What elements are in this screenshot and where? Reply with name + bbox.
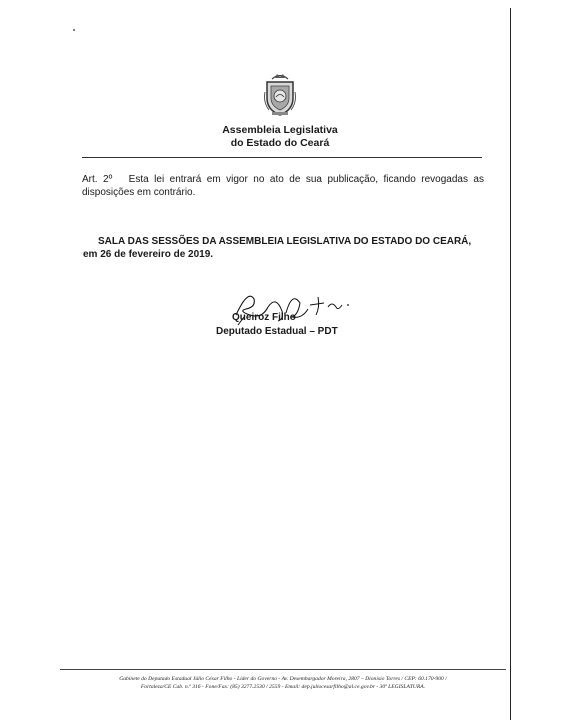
scan-speck [73,29,75,31]
assembly-name-line1: Assembleia Legislativa [222,124,338,136]
signer-role: Deputado Estadual – PDT [216,326,338,337]
assembly-name-line2: do Estado do Ceará [230,137,330,149]
signer-name: Queiroz Filho [232,312,296,323]
footer-line1: Gabinete do Deputado Estadual Júlio César Filho - Líder do Governo - Av. Desembargador Moreira, 2807 – Dionísio Torres / CEP: 60.170-900 / [119,676,447,682]
footer-address [60,675,506,691]
footer-line2: Fortaleza/CE Cab. n.º 316 - Fone/Fax: (85) 3277.2530 / 2559 - Email: dep.juliocesarfilho@al.ce.gov.br - 30ª LEGISLATURA. [140,684,426,690]
closing-statement [83,235,493,261]
article-text: Esta lei entrará em vigor no ato de sua publicação, ficando revogadas as disposições em contrário. [82,174,487,198]
article-label: Art. 2º [82,174,113,185]
article-paragraph [82,173,487,199]
closing-line2: em 26 de fevereiro de 2019. [83,249,214,260]
header-divider [82,157,482,158]
coat-of-arms-icon [261,70,299,118]
footer-divider [60,669,506,670]
closing-line1: SALA DAS SESSÕES DA ASSEMBLEIA LEGISLATIVA DO ESTADO DO CEARÁ, [98,236,472,247]
page-edge-line [510,8,511,720]
